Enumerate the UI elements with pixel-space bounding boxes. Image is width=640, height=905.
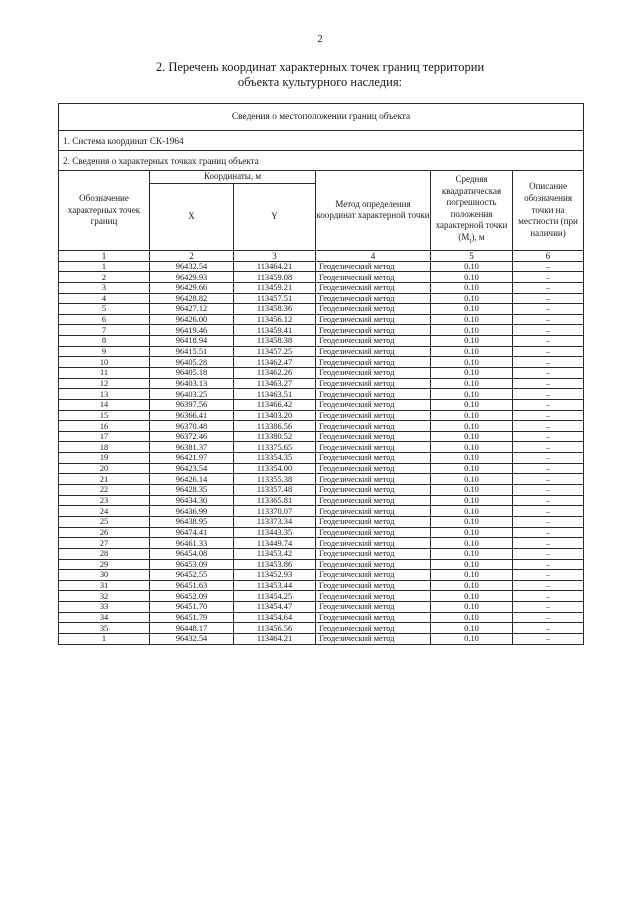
cell-method: Геодезический метод xyxy=(316,442,431,453)
cell-error: 0.10 xyxy=(431,580,513,591)
cell-error: 0.10 xyxy=(431,495,513,506)
table-row xyxy=(59,527,584,538)
cell-description: – xyxy=(513,623,584,634)
cell-method: Геодезический метод xyxy=(316,591,431,602)
cell-method: Геодезический метод xyxy=(316,336,431,347)
cell-point: 35 xyxy=(59,623,150,634)
table-row xyxy=(59,346,584,357)
table-row xyxy=(59,538,584,549)
header-y: Y xyxy=(234,183,316,250)
cell-point: 11 xyxy=(59,368,150,379)
cell-x: 96453.09 xyxy=(150,559,234,570)
cell-method: Геодезический метод xyxy=(316,612,431,623)
cell-y: 113464.21 xyxy=(234,261,316,272)
cell-y: 113464.21 xyxy=(234,634,316,645)
table-row xyxy=(59,570,584,581)
cell-error: 0.10 xyxy=(431,336,513,347)
cell-point: 5 xyxy=(59,304,150,315)
cell-error: 0.10 xyxy=(431,538,513,549)
header-error-subscript: t xyxy=(469,235,472,245)
column-number: 5 xyxy=(431,250,513,261)
cell-description: – xyxy=(513,314,584,325)
cell-description: – xyxy=(513,410,584,421)
cell-point: 7 xyxy=(59,325,150,336)
cell-x: 96423.54 xyxy=(150,463,234,474)
header-coordinates: Координаты, м xyxy=(150,171,316,184)
cell-point: 29 xyxy=(59,559,150,570)
column-number: 3 xyxy=(234,250,316,261)
table-row xyxy=(59,293,584,304)
cell-method: Геодезический метод xyxy=(316,346,431,357)
table-row xyxy=(59,325,584,336)
table-row xyxy=(59,453,584,464)
cell-point: 15 xyxy=(59,410,150,421)
table-row xyxy=(59,336,584,347)
cell-point: 12 xyxy=(59,378,150,389)
cell-error: 0.10 xyxy=(431,357,513,368)
cell-error: 0.10 xyxy=(431,272,513,283)
cell-y: 113456.12 xyxy=(234,314,316,325)
cell-description: – xyxy=(513,282,584,293)
cell-y: 113365.81 xyxy=(234,495,316,506)
cell-y: 113452.93 xyxy=(234,570,316,581)
cell-error: 0.10 xyxy=(431,389,513,400)
cell-y: 113453.42 xyxy=(234,548,316,559)
cell-y: 113443.35 xyxy=(234,527,316,538)
cell-point: 21 xyxy=(59,474,150,485)
cell-y: 113457.51 xyxy=(234,293,316,304)
cell-point: 26 xyxy=(59,527,150,538)
cell-description: – xyxy=(513,357,584,368)
cell-point: 31 xyxy=(59,580,150,591)
cell-description: – xyxy=(513,527,584,538)
column-number: 1 xyxy=(59,250,150,261)
column-number: 2 xyxy=(150,250,234,261)
header-description: Описание обозначения точки на местности (при наличии) xyxy=(513,171,584,251)
table-row xyxy=(59,399,584,410)
table-row xyxy=(59,272,584,283)
table-row xyxy=(59,304,584,315)
cell-error: 0.10 xyxy=(431,261,513,272)
cell-method: Геодезический метод xyxy=(316,559,431,570)
cell-description: – xyxy=(513,602,584,613)
cell-description: – xyxy=(513,431,584,442)
cell-point: 8 xyxy=(59,336,150,347)
cell-point: 18 xyxy=(59,442,150,453)
cell-point: 9 xyxy=(59,346,150,357)
table-row xyxy=(59,389,584,400)
cell-point: 1 xyxy=(59,634,150,645)
cell-error: 0.10 xyxy=(431,346,513,357)
cell-description: – xyxy=(513,293,584,304)
cell-method: Геодезический метод xyxy=(316,368,431,379)
cell-error: 0.10 xyxy=(431,368,513,379)
cell-description: – xyxy=(513,346,584,357)
cell-error: 0.10 xyxy=(431,442,513,453)
cell-method: Геодезический метод xyxy=(316,272,431,283)
cell-x: 96432.54 xyxy=(150,261,234,272)
cell-description: – xyxy=(513,463,584,474)
cell-x: 96451.79 xyxy=(150,612,234,623)
cell-error: 0.10 xyxy=(431,548,513,559)
cell-y: 113449.74 xyxy=(234,538,316,549)
cell-x: 96438.95 xyxy=(150,516,234,527)
cell-y: 113386.56 xyxy=(234,421,316,432)
heading-line-2: объекта культурного наследия: xyxy=(237,75,403,89)
cell-description: – xyxy=(513,591,584,602)
header-error-suffix: ), м xyxy=(471,232,485,243)
cell-point: 33 xyxy=(59,602,150,613)
cell-point: 16 xyxy=(59,421,150,432)
cell-point: 34 xyxy=(59,612,150,623)
table-row xyxy=(59,282,584,293)
cell-error: 0.10 xyxy=(431,591,513,602)
cell-description: – xyxy=(513,389,584,400)
cell-method: Геодезический метод xyxy=(316,304,431,315)
cell-x: 96429.93 xyxy=(150,272,234,283)
table-row xyxy=(59,357,584,368)
table-row xyxy=(59,516,584,527)
table-row xyxy=(59,548,584,559)
cell-x: 96452.55 xyxy=(150,570,234,581)
table-row xyxy=(59,410,584,421)
cell-x: 96366.41 xyxy=(150,410,234,421)
cell-x: 96451.70 xyxy=(150,602,234,613)
cell-x: 96403.13 xyxy=(150,378,234,389)
cell-method: Геодезический метод xyxy=(316,527,431,538)
cell-y: 113462.26 xyxy=(234,368,316,379)
cell-point: 3 xyxy=(59,282,150,293)
column-numbers-row xyxy=(59,250,584,261)
cell-description: – xyxy=(513,474,584,485)
table-row xyxy=(59,261,584,272)
cell-point: 14 xyxy=(59,399,150,410)
cell-description: – xyxy=(513,548,584,559)
cell-description: – xyxy=(513,580,584,591)
cell-description: – xyxy=(513,399,584,410)
column-number: 4 xyxy=(316,250,431,261)
cell-y: 113370.07 xyxy=(234,506,316,517)
cell-y: 113459.41 xyxy=(234,325,316,336)
cell-description: – xyxy=(513,559,584,570)
cell-error: 0.10 xyxy=(431,612,513,623)
table-row xyxy=(59,431,584,442)
cell-error: 0.10 xyxy=(431,463,513,474)
cell-x: 96397.56 xyxy=(150,399,234,410)
cell-error: 0.10 xyxy=(431,282,513,293)
cell-y: 113454.47 xyxy=(234,602,316,613)
cell-error: 0.10 xyxy=(431,474,513,485)
cell-method: Геодезический метод xyxy=(316,623,431,634)
cell-point: 28 xyxy=(59,548,150,559)
cell-point: 13 xyxy=(59,389,150,400)
cell-method: Геодезический метод xyxy=(316,570,431,581)
header-method: Метод определения координат характерной точки xyxy=(316,171,431,251)
cell-y: 113375.65 xyxy=(234,442,316,453)
cell-y: 113355.38 xyxy=(234,474,316,485)
table-row xyxy=(59,634,584,645)
cell-error: 0.10 xyxy=(431,293,513,304)
table-row xyxy=(59,580,584,591)
column-number: 6 xyxy=(513,250,584,261)
cell-description: – xyxy=(513,516,584,527)
cell-point: 17 xyxy=(59,431,150,442)
cell-point: 23 xyxy=(59,495,150,506)
cell-x: 96428.35 xyxy=(150,485,234,496)
cell-y: 113357.48 xyxy=(234,485,316,496)
cell-x: 96427.12 xyxy=(150,304,234,315)
table-row xyxy=(59,559,584,570)
cell-y: 113462.47 xyxy=(234,357,316,368)
cell-y: 113453.44 xyxy=(234,580,316,591)
header-x: X xyxy=(150,183,234,250)
cell-method: Геодезический метод xyxy=(316,463,431,474)
table-row xyxy=(59,474,584,485)
cell-error: 0.10 xyxy=(431,516,513,527)
cell-x: 96451.63 xyxy=(150,580,234,591)
cell-error: 0.10 xyxy=(431,399,513,410)
cell-method: Геодезический метод xyxy=(316,431,431,442)
cell-description: – xyxy=(513,261,584,272)
cell-description: – xyxy=(513,368,584,379)
cell-method: Геодезический метод xyxy=(316,516,431,527)
cell-error: 0.10 xyxy=(431,431,513,442)
cell-y: 113458.38 xyxy=(234,336,316,347)
cell-y: 113453.86 xyxy=(234,559,316,570)
cell-error: 0.10 xyxy=(431,527,513,538)
cell-point: 27 xyxy=(59,538,150,549)
cell-method: Геодезический метод xyxy=(316,485,431,496)
table-row xyxy=(59,442,584,453)
cell-point: 30 xyxy=(59,570,150,581)
table-title: Сведения о местоположении границ объекта xyxy=(59,104,584,131)
cell-method: Геодезический метод xyxy=(316,634,431,645)
cell-x: 96419.46 xyxy=(150,325,234,336)
cell-x: 96454.08 xyxy=(150,548,234,559)
cell-y: 113403.20 xyxy=(234,410,316,421)
cell-point: 19 xyxy=(59,453,150,464)
cell-method: Геодезический метод xyxy=(316,293,431,304)
cell-y: 113457.25 xyxy=(234,346,316,357)
cell-point: 20 xyxy=(59,463,150,474)
cell-description: – xyxy=(513,325,584,336)
cell-error: 0.10 xyxy=(431,378,513,389)
cell-method: Геодезический метод xyxy=(316,506,431,517)
cell-x: 96426.00 xyxy=(150,314,234,325)
cell-y: 113354.00 xyxy=(234,463,316,474)
header-error xyxy=(431,171,513,251)
cell-description: – xyxy=(513,304,584,315)
cell-method: Геодезический метод xyxy=(316,378,431,389)
cell-point: 22 xyxy=(59,485,150,496)
cell-method: Геодезический метод xyxy=(316,495,431,506)
cell-x: 96370.48 xyxy=(150,421,234,432)
cell-method: Геодезический метод xyxy=(316,421,431,432)
cell-error: 0.10 xyxy=(431,623,513,634)
cell-description: – xyxy=(513,336,584,347)
cell-x: 96452.09 xyxy=(150,591,234,602)
cell-error: 0.10 xyxy=(431,634,513,645)
cell-x: 96474.41 xyxy=(150,527,234,538)
table-row xyxy=(59,602,584,613)
cell-method: Геодезический метод xyxy=(316,548,431,559)
cell-error: 0.10 xyxy=(431,559,513,570)
cell-error: 0.10 xyxy=(431,453,513,464)
cell-error: 0.10 xyxy=(431,602,513,613)
header-point-designation: Обозначение характерных точек границ xyxy=(59,171,150,251)
cell-method: Геодезический метод xyxy=(316,357,431,368)
cell-x: 96421.97 xyxy=(150,453,234,464)
cell-y: 113466.42 xyxy=(234,399,316,410)
points-info-row: 2. Сведения о характерных точках границ объекта xyxy=(59,151,584,171)
cell-x: 96434.30 xyxy=(150,495,234,506)
cell-y: 113454.25 xyxy=(234,591,316,602)
cell-method: Геодезический метод xyxy=(316,602,431,613)
cell-x: 96405.18 xyxy=(150,368,234,379)
cell-method: Геодезический метод xyxy=(316,453,431,464)
table-row xyxy=(59,612,584,623)
cell-error: 0.10 xyxy=(431,314,513,325)
table-row xyxy=(59,495,584,506)
cell-y: 113458.36 xyxy=(234,304,316,315)
cell-point: 4 xyxy=(59,293,150,304)
cell-point: 25 xyxy=(59,516,150,527)
cell-point: 2 xyxy=(59,272,150,283)
cell-y: 113463.51 xyxy=(234,389,316,400)
cell-y: 113373.34 xyxy=(234,516,316,527)
cell-x: 96461.33 xyxy=(150,538,234,549)
table-row xyxy=(59,623,584,634)
table-row xyxy=(59,421,584,432)
table-row xyxy=(59,368,584,379)
cell-x: 96432.54 xyxy=(150,634,234,645)
cell-method: Геодезический метод xyxy=(316,389,431,400)
cell-error: 0.10 xyxy=(431,570,513,581)
page-number: 2 xyxy=(317,33,323,45)
cell-method: Геодезический метод xyxy=(316,538,431,549)
cell-error: 0.10 xyxy=(431,485,513,496)
cell-x: 96448.17 xyxy=(150,623,234,634)
coordinates-table xyxy=(58,103,584,645)
cell-y: 113354.35 xyxy=(234,453,316,464)
table-row xyxy=(59,378,584,389)
cell-method: Геодезический метод xyxy=(316,314,431,325)
cell-description: – xyxy=(513,272,584,283)
cell-x: 96426.14 xyxy=(150,474,234,485)
cell-y: 113456.56 xyxy=(234,623,316,634)
cell-error: 0.10 xyxy=(431,410,513,421)
cell-y: 113380.52 xyxy=(234,431,316,442)
cell-method: Геодезический метод xyxy=(316,261,431,272)
cell-x: 96429.66 xyxy=(150,282,234,293)
cell-x: 96436.99 xyxy=(150,506,234,517)
table-row xyxy=(59,506,584,517)
cell-description: – xyxy=(513,495,584,506)
table-row xyxy=(59,485,584,496)
cell-method: Геодезический метод xyxy=(316,282,431,293)
table-row xyxy=(59,463,584,474)
cell-method: Геодезический метод xyxy=(316,474,431,485)
cell-method: Геодезический метод xyxy=(316,410,431,421)
table-row xyxy=(59,314,584,325)
cell-description: – xyxy=(513,634,584,645)
cell-error: 0.10 xyxy=(431,506,513,517)
cell-y: 113459.08 xyxy=(234,272,316,283)
cell-x: 96405.28 xyxy=(150,357,234,368)
cell-description: – xyxy=(513,485,584,496)
cell-point: 24 xyxy=(59,506,150,517)
cell-description: – xyxy=(513,612,584,623)
cell-point: 1 xyxy=(59,261,150,272)
cell-x: 96428.82 xyxy=(150,293,234,304)
cell-error: 0.10 xyxy=(431,304,513,315)
cell-point: 10 xyxy=(59,357,150,368)
cell-description: – xyxy=(513,453,584,464)
coordinate-system-row: 1. Система координат СК-1964 xyxy=(59,131,584,151)
cell-x: 96418.94 xyxy=(150,336,234,347)
cell-y: 113459.21 xyxy=(234,282,316,293)
cell-y: 113463.27 xyxy=(234,378,316,389)
cell-method: Геодезический метод xyxy=(316,325,431,336)
cell-error: 0.10 xyxy=(431,421,513,432)
cell-description: – xyxy=(513,570,584,581)
cell-description: – xyxy=(513,506,584,517)
cell-x: 96415.51 xyxy=(150,346,234,357)
document-heading xyxy=(0,60,640,90)
cell-description: – xyxy=(513,378,584,389)
cell-description: – xyxy=(513,442,584,453)
cell-description: – xyxy=(513,421,584,432)
cell-error: 0.10 xyxy=(431,325,513,336)
cell-x: 96381.37 xyxy=(150,442,234,453)
cell-x: 96372.46 xyxy=(150,431,234,442)
cell-point: 6 xyxy=(59,314,150,325)
header-error-prefix: Средняя квадратическая погрешность положения характерной точки (M xyxy=(435,174,508,243)
cell-point: 32 xyxy=(59,591,150,602)
cell-y: 113454.64 xyxy=(234,612,316,623)
cell-x: 96403.25 xyxy=(150,389,234,400)
table-row xyxy=(59,591,584,602)
cell-method: Геодезический метод xyxy=(316,580,431,591)
cell-description: – xyxy=(513,538,584,549)
heading-line-1: 2. Перечень координат характерных точек границ территории xyxy=(155,60,485,74)
cell-method: Геодезический метод xyxy=(316,399,431,410)
